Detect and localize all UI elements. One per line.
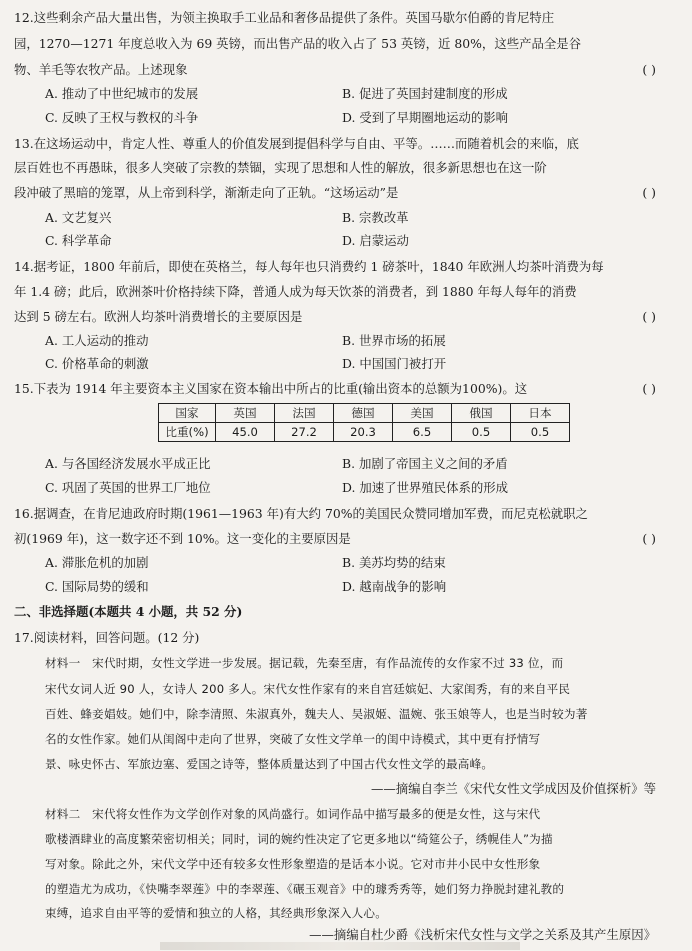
q14-answer-paren: ( ) xyxy=(642,309,656,324)
q12-option-c: C. 反映了王权与教权的斗争 xyxy=(45,110,199,125)
q15-option-d: D. 加速了世界殖民体系的形成 xyxy=(342,480,509,495)
q16-option-a: A. 滞胀危机的加剧 xyxy=(45,555,149,570)
q14-stem-line1: 14.据考证，1800 年前后，即使在英格兰，每人每年也只消费约 1 磅茶叶，1840 年欧洲人均茶叶消费为每 xyxy=(14,259,604,274)
q14-option-c: C. 价格革命的刺激 xyxy=(45,356,149,371)
q13-option-b: B. 宗教改革 xyxy=(342,210,409,225)
table-cell: 27.2 xyxy=(275,423,334,442)
material2-line: 材料二 宋代将女性作为文学创作对象的风尚盛行。如词作品中描写最多的便是女性，这与宋代 xyxy=(45,807,541,821)
table-header-cell: 英国 xyxy=(216,404,275,423)
page-footer-smudge xyxy=(160,942,520,950)
q15-stem-line1: 15.下表为 1914 年主要资本主义国家在资本输出中所占的比重(输出资本的总额为100%)。这 xyxy=(14,381,528,396)
q15-option-a: A. 与各国经济发展水平成正比 xyxy=(45,456,211,471)
q16-option-d: D. 越南战争的影响 xyxy=(342,579,447,594)
table-header-cell: 美国 xyxy=(393,404,452,423)
table-header-cell: 德国 xyxy=(334,404,393,423)
material2-line: 写对象。除此之外，宋代文学中还有较多女性形象塑造的是话本小说。它对市井小民中女性形象 xyxy=(45,857,541,871)
material2-source: ——摘编自杜少爵《浅析宋代女性与文学之关系及其产生原因》 xyxy=(309,927,656,942)
material2-line: 歌楼酒肆业的高度繁荣密切相关；同时，词的婉约性决定了它更多地以“绮筵公子，绣幌佳人”为描 xyxy=(45,832,553,846)
q14-option-b: B. 世界市场的拓展 xyxy=(342,333,446,348)
table-header-row xyxy=(159,404,570,423)
q14-stem-line3: 达到 5 磅左右。欧洲人均茶叶消费增长的主要原因是 xyxy=(14,309,303,324)
q13-answer-paren: ( ) xyxy=(642,185,656,200)
q13-option-c: C. 科学革命 xyxy=(45,233,112,248)
q12-answer-paren: ( ) xyxy=(642,62,656,77)
q12-option-a: A. 推动了中世纪城市的发展 xyxy=(45,86,199,101)
q16-answer-paren: ( ) xyxy=(642,531,656,546)
capital-export-table xyxy=(158,403,570,442)
table-cell: 0.5 xyxy=(452,423,511,442)
q13-stem-line1: 13.在这场运动中，肯定人性、尊重人的价值发展到提倡科学与自由、平等。……而随着机会的来临，底 xyxy=(14,136,579,151)
table-header-cell: 国家 xyxy=(159,404,216,423)
q14-option-a: A. 工人运动的推动 xyxy=(45,333,149,348)
q15-option-c: C. 巩固了英国的世界工厂地位 xyxy=(45,480,211,495)
section-heading: 二、非选择题(本题共 4 小题，共 52 分) xyxy=(14,604,243,619)
table-header-cell: 法国 xyxy=(275,404,334,423)
q17-stem: 17.阅读材料，回答问题。(12 分) xyxy=(14,630,200,645)
q16-stem-line2: 初(1969 年)，这一数字还不到 10%。这一变化的主要原因是 xyxy=(14,531,351,546)
table-row xyxy=(159,423,570,442)
q12-option-b: B. 促进了英国封建制度的形成 xyxy=(342,86,508,101)
q12-stem-line3: 物、羊毛等农牧产品。上述现象 xyxy=(14,62,188,77)
material2-line: 束缚，追求自由平等的爱情和独立的人格，其经典形象深入人心。 xyxy=(45,906,388,920)
table-header-cell: 俄国 xyxy=(452,404,511,423)
q12-option-d: D. 受到了早期圈地运动的影响 xyxy=(342,110,509,125)
q15-answer-paren: ( ) xyxy=(642,381,656,396)
q16-option-c: C. 国际局势的缓和 xyxy=(45,579,149,594)
material1-line: 名的女性作家。她们从闺阁中走向了世界，突破了女性文学单一的闺中诗模式，其中更有抒情写 xyxy=(45,732,541,746)
material1-line: 百姓、蜂妾娼妓。她们中，除李清照、朱淑真外，魏夫人、吴淑姬、温婉、张玉娘等人，也是当时较为著 xyxy=(45,707,588,721)
table-cell: 0.5 xyxy=(511,423,570,442)
material2-line: 的塑造尤为成功，《快嘴李翠莲》中的李翠莲、《碾玉观音》中的璩秀秀等，她们努力挣脱封建礼教的 xyxy=(45,882,565,896)
q13-stem-line3: 段冲破了黑暗的笼罩，从上帝到科学，渐渐走向了正轨。“这场运动”是 xyxy=(14,185,399,200)
q13-option-d: D. 启蒙运动 xyxy=(342,233,409,248)
table-cell: 20.3 xyxy=(334,423,393,442)
material1-line: 材料一 宋代时期，女性文学进一步发展。据记载，先秦至唐，有作品流传的女作家不过 33 位，而 xyxy=(45,656,564,670)
q16-stem-line1: 16.据调查，在肯尼迪政府时期(1961—1963 年)有大约 70%的美国民众赞同增加军费，而尼克松就职之 xyxy=(14,506,588,521)
q14-option-d: D. 中国国门被打开 xyxy=(342,356,447,371)
q14-stem-line2: 年 1.4 磅；此后，欧洲茶叶价格持续下降，普通人成为每天饮茶的消费者，到 1880 年每人每年的消费 xyxy=(14,284,577,299)
table-header-cell: 日本 xyxy=(511,404,570,423)
q13-stem-line2: 层百姓也不再愚昧，很多人突破了宗教的禁锢，实现了思想和人性的解放，很多新思想也在这一阶 xyxy=(14,160,547,175)
table-cell: 45.0 xyxy=(216,423,275,442)
q12-stem-line2: 园，1270—1271 年度总收入为 69 英镑，而出售产品的收入占了 53 英镑，近 80%，这些产品全是谷 xyxy=(14,36,582,51)
material1-line: 宋代女词人近 90 人，女诗人 200 多人。宋代女性作家有的来自宫廷嫔妃、大家闺秀，有的来自平民 xyxy=(45,682,571,696)
q15-option-b: B. 加剧了帝国主义之间的矛盾 xyxy=(342,456,508,471)
material1-line: 景、咏史怀古、军旅边塞、爱国之诗等，整体质量达到了中国古代女性文学的最高峰。 xyxy=(45,757,494,771)
q13-option-a: A. 文艺复兴 xyxy=(45,210,112,225)
q16-option-b: B. 美苏均势的结束 xyxy=(342,555,446,570)
table-cell: 比重(%) xyxy=(159,423,216,442)
material1-source: ——摘编自李兰《宋代女性文学成因及价值探析》等 xyxy=(371,781,656,796)
table-cell: 6.5 xyxy=(393,423,452,442)
q12-stem-line1: 12.这些剩余产品大量出售，为领主换取手工业品和奢侈品提供了条件。英国马歇尔伯爵的肯尼特庄 xyxy=(14,10,555,25)
